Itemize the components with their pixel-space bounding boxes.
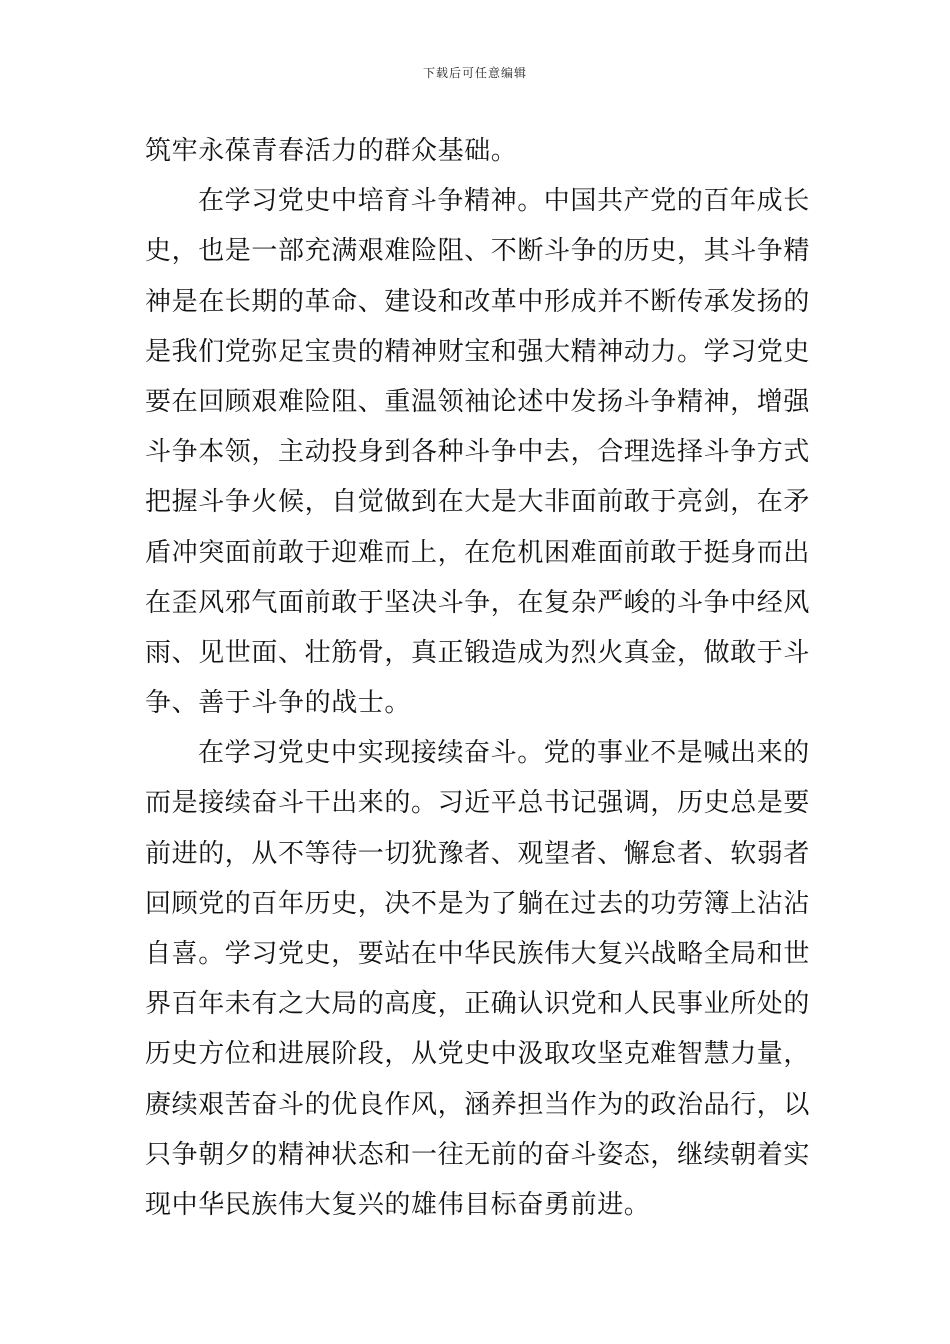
text-line: 只争朝夕的精神状态和一往无前的奋斗姿态，继续朝着实 [145, 1139, 810, 1170]
text-line: 把握斗争火候，自觉做到在大是大非面前敢于亮剑，在矛 [145, 487, 810, 518]
page-header: 下载后可任意编辑 [422, 66, 527, 80]
text-line: 现中华民族伟大复兴的雄伟目标奋勇前进。 [145, 1189, 651, 1220]
text-line: 在歪风邪气面前敢于坚决斗争，在复杂严峻的斗争中经风 [145, 587, 810, 618]
text-line: 神是在长期的革命、建设和改革中形成并不断传承发扬的 [145, 286, 810, 317]
text-line: 前进的，从不等待一切犹豫者、观望者、懈怠者、软弱者 [145, 838, 810, 869]
text-line: 赓续艰苦奋斗的优良作风，涵养担当作为的政治品行，以 [145, 1089, 810, 1120]
text-line: 是我们党弥足宝贵的精神财宝和强大精神动力。学习党史 [145, 336, 810, 367]
text-line: 界百年未有之大局的高度，正确认识党和人民事业所处的 [145, 989, 810, 1020]
text-line: 历史方位和进展阶段，从党史中汲取攻坚克难智慧力量， [145, 1039, 810, 1070]
text-line: 自喜。学习党史，要站在中华民族伟大复兴战略全局和世 [145, 939, 810, 969]
text-line: 争、善于斗争的战士。 [145, 688, 412, 719]
paragraph-start-line: 在学习党史中培育斗争精神。中国共产党的百年成长 [198, 186, 810, 217]
text-line: 而是接续奋斗干出来的。习近平总书记强调，历史总是要 [145, 788, 810, 819]
text-line: 回顾党的百年历史，决不是为了躺在过去的功劳簿上沾沾 [145, 888, 810, 919]
text-line: 史，也是一部充满艰难险阻、不断斗争的历史，其斗争精 [145, 236, 810, 267]
text-line: 筑牢永葆青春活力的群众基础。 [145, 136, 518, 166]
text-line: 盾冲突面前敢于迎难而上，在危机困难面前敢于挺身而出 [145, 537, 810, 568]
paragraph-start-line: 在学习党史中实现接续奋斗。党的事业不是喊出来的 [198, 738, 810, 769]
text-line: 要在回顾艰难险阻、重温领袖论述中发扬斗争精神，增强 [145, 386, 810, 417]
document-body [145, 126, 810, 1230]
text-line: 雨、见世面、壮筋骨，真正锻造成为烈火真金，做敢于斗 [145, 637, 810, 668]
text-line: 斗争本领，主动投身到各种斗争中去，合理选择斗争方式 [145, 437, 810, 468]
